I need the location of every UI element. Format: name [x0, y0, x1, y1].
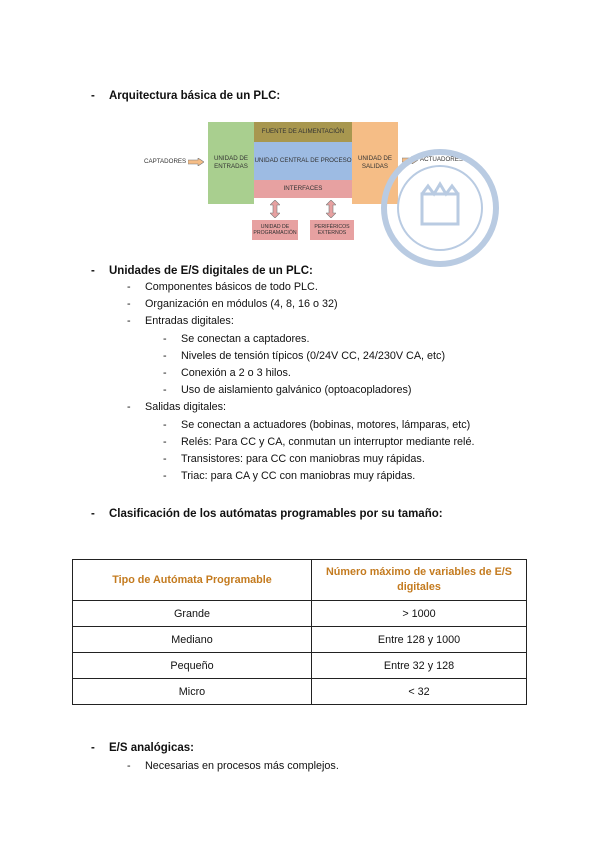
table-header-row	[73, 560, 527, 601]
table-header-cell: Número máximo de variables de E/S digitales	[312, 560, 527, 601]
actuadores-label: ACTUADORES	[420, 156, 463, 163]
table-row	[73, 601, 527, 627]
heading-dash: -	[91, 508, 95, 520]
list-item: - Se conectan a captadores.	[163, 331, 474, 348]
list-item-text: Conexión a 2 o 3 hilos.	[181, 367, 291, 380]
list-item: - Niveles de tensión típicos (0/24V CC, 24/230V CA, etc)	[163, 348, 474, 365]
table-cell: Mediano	[73, 627, 312, 653]
list-item: - Conexión a 2 o 3 hilos.	[163, 365, 474, 382]
list-item-text: Se conectan a captadores.	[181, 332, 310, 345]
list-item: - Relés: Para CC y CA, conmutan un interruptor mediante relé.	[163, 434, 474, 451]
list-item-text: Niveles de tensión típicos (0/24V CC, 24/230V CA, etc)	[181, 349, 446, 362]
list-item: - Componentes básicos de todo PLC.	[127, 279, 474, 296]
list-item: - Triac: para CA y CC con maniobras muy rápidas.	[163, 468, 474, 485]
arrow-updown-icon	[270, 200, 280, 218]
list-item: - Necesarias en procesos más complejos.	[127, 758, 339, 775]
list-item: - Entradas digitales:	[127, 313, 474, 330]
section-heading-classification	[91, 508, 443, 520]
list-item: - Se conectan a actuadores (bobinas, motores, lámparas, etc)	[163, 417, 474, 434]
heading-dash: -	[91, 90, 95, 102]
list-item-text: Triac: para CA y CC con maniobras muy rápidas.	[181, 470, 416, 483]
output-unit-block: UNIDAD DE SALIDAS	[352, 122, 398, 204]
captadores-label: CAPTADORES	[144, 158, 187, 165]
plc-classification-table	[72, 559, 527, 705]
list-item: - Salidas digitales:	[127, 399, 474, 416]
heading-dash: -	[91, 742, 95, 754]
table-cell: Grande	[73, 601, 312, 627]
table-header-cell: Tipo de Autómata Programable	[73, 560, 312, 601]
peripherals-block: PERIFÉRICOS EXTERNOS	[310, 220, 354, 240]
interfaces-block: INTERFACES	[254, 180, 352, 198]
programming-unit-block: UNIDAD DE PROGRAMACIÓN	[252, 220, 298, 240]
table-cell: Entre 32 y 128	[312, 653, 527, 679]
section-heading-analog	[91, 742, 194, 754]
list-item-text: Se conectan a actuadores (bobinas, motores, lámparas, etc)	[181, 418, 471, 431]
list-item: - Uso de aislamiento galvánico (optoacopladores)	[163, 382, 474, 399]
list-item-text: Uso de aislamiento galvánico (optoacopladores)	[181, 384, 412, 397]
list-item-text: Entradas digitales:	[145, 315, 234, 328]
heading-text: Clasificación de los autómatas programables por su tamaño:	[109, 508, 443, 520]
section-heading-io-units	[91, 265, 313, 277]
list-item: - Organización en módulos (4, 8, 16 o 32)	[127, 296, 474, 313]
list-item-text: Relés: Para CC y CA, conmutan un interruptor mediante relé.	[181, 435, 475, 448]
section-heading-architecture	[91, 90, 280, 102]
list-item-text: Salidas digitales:	[145, 401, 227, 414]
heading-text: E/S analógicas:	[109, 742, 195, 754]
table-cell: Entre 128 y 1000	[312, 627, 527, 653]
heading-text: Arquitectura básica de un PLC:	[109, 90, 281, 102]
heading-text: Unidades de E/S digitales de un PLC:	[109, 265, 313, 277]
list-item-text: Necesarias en procesos más complejos.	[145, 760, 339, 772]
arrow-updown-icon	[326, 200, 336, 218]
arrow-right-icon	[188, 158, 204, 166]
list-item-text: Componentes básicos de todo PLC.	[145, 281, 318, 293]
list-item-text: Organización en módulos (4, 8, 16 o 32)	[145, 298, 338, 311]
inputs-sublist	[127, 331, 474, 400]
table-cell: > 1000	[312, 601, 527, 627]
io-units-list	[127, 279, 474, 485]
heading-dash: -	[91, 265, 95, 277]
list-item-text: Transistores: para CC con maniobras muy rápidas.	[181, 453, 425, 466]
university-seal-watermark-icon	[380, 148, 500, 268]
power-supply-block: FUENTE DE ALIMENTACIÓN	[254, 122, 352, 142]
analog-list	[127, 758, 339, 775]
outputs-sublist	[127, 417, 474, 486]
table-row	[73, 627, 527, 653]
table-row	[73, 679, 527, 705]
table-cell: Micro	[73, 679, 312, 705]
table-row	[73, 653, 527, 679]
list-item: - Transistores: para CC con maniobras muy rápidas.	[163, 451, 474, 468]
input-unit-block: UNIDAD DE ENTRADAS	[208, 122, 254, 204]
table-cell: Pequeño	[73, 653, 312, 679]
cpu-block: UNIDAD CENTRAL DE PROCESO	[254, 142, 352, 180]
table-cell: < 32	[312, 679, 527, 705]
